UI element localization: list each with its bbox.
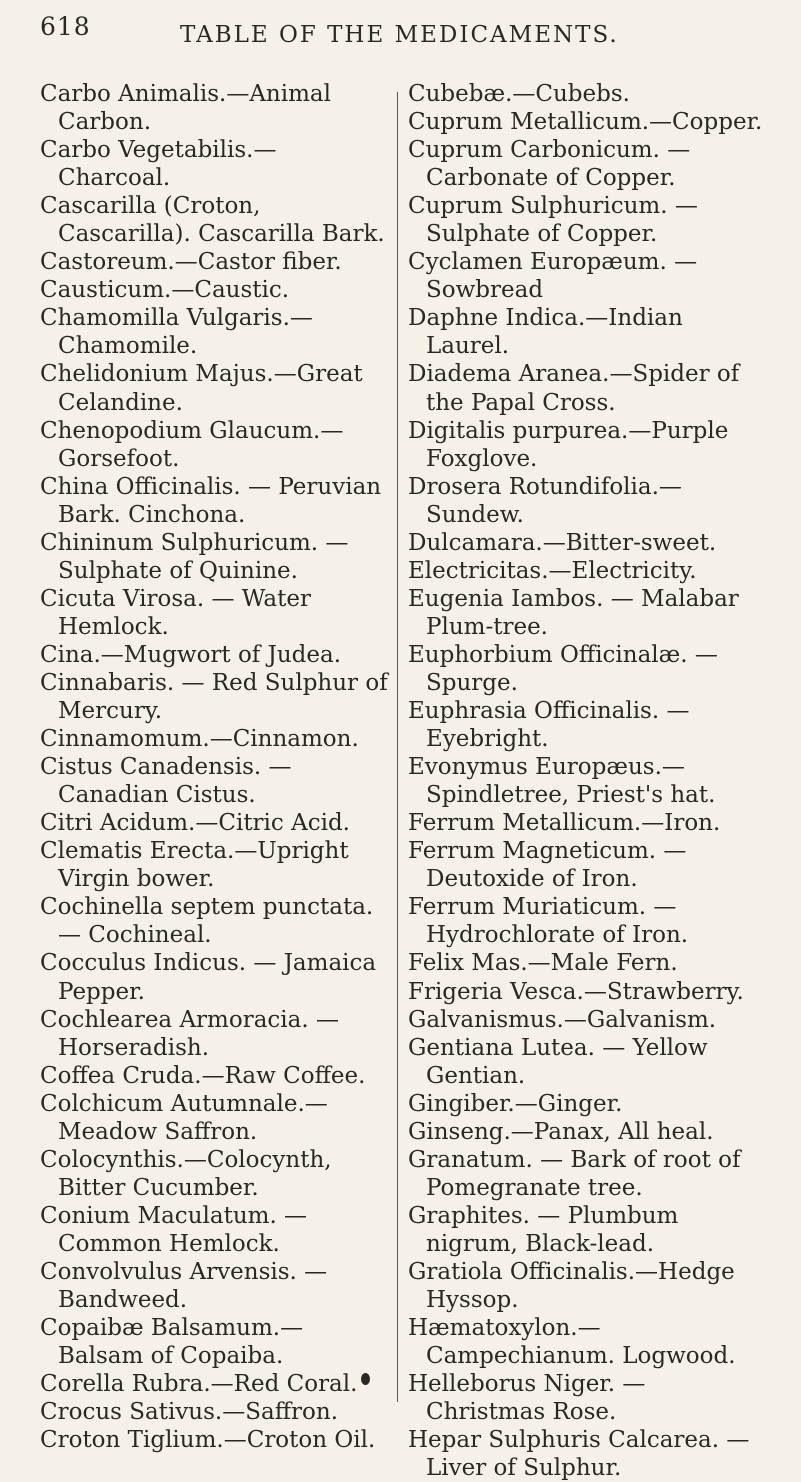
medicament-entry: Hæmatoxylon.—Campechianum. Logwood. <box>408 1315 736 1370</box>
medicament-entry: Helleborus Niger. — Christmas Rose. <box>408 1371 646 1426</box>
medicament-entry: Chininum Sulphuricum. — Sulphate of Quinine. <box>40 529 349 584</box>
medicament-entry: Dulcamara.—Bitter-sweet. <box>408 529 717 556</box>
medicament-entry: Cubebæ.—Cubebs. <box>408 81 630 107</box>
medicament-entry: Convolvulus Arvensis. — Bandweed. <box>40 1258 328 1314</box>
medicament-entry: Cinnamomum.—Cinnamon. <box>40 726 359 753</box>
medicament-entry: Chamomilla Vulgaris.—Chamomile. <box>40 305 313 360</box>
medicament-entry: Galvanismus.—Galvanism. <box>408 1006 717 1033</box>
column-divider <box>397 92 398 1402</box>
medicament-entry: Cuprum Metallicum.—Copper. <box>408 109 763 136</box>
medicament-entry: Corella Rubra.—Red Coral. <box>40 1371 358 1398</box>
medicament-entry: Daphne Indica.—Indian Laurel. <box>408 305 683 360</box>
medicament-entry: Cina.—Mugwort of Judea. <box>40 641 342 668</box>
medicament-entry: Cicuta Virosa. — Water Hemlock. <box>40 585 311 640</box>
medicament-entry: China Officinalis. — Peruvian Bark. Cinchona. <box>40 473 382 528</box>
medicament-entry: Coffea Cruda.—Raw Coffee. <box>40 1062 366 1089</box>
medicament-entry: Digitalis purpurea.—Purple Foxglove. <box>408 417 729 472</box>
medicament-entry: Causticum.—Caustic. <box>40 277 290 304</box>
medicament-entry: Frigeria Vesca.—Strawberry. <box>408 978 744 1005</box>
medicament-entry: Evonymus Europæus.— Spindletree, Priest's hat. <box>408 754 716 809</box>
medicament-entry: Cochinella septem punctata.— Cochineal. <box>40 894 374 949</box>
medicament-entry: Clematis Erecta.—Upright Virgin bower. <box>40 838 349 893</box>
medicament-entry: Cuprum Carbonicum. — Carbonate of Copper. <box>408 137 691 192</box>
medicament-entry: Colchicum Autumnale.—Meadow Saffron. <box>40 1090 328 1145</box>
medicament-entry: Cochlearea Armoracia. —Horseradish. <box>40 1006 339 1061</box>
medicament-entry: Hepar Sulphuris Calcarea. — Liver of Sulphur. <box>408 1427 750 1482</box>
medicament-entry: Chenopodium Glaucum.—Gorsefoot. <box>40 417 344 472</box>
medicament-entry: Diadema Aranea.—Spider of the Papal Cross. <box>408 361 740 416</box>
medicament-entry: Colocynthis.—Colocynth, Bitter Cucumber. <box>40 1146 332 1201</box>
medicament-entry: Cyclamen Europæum. — Sowbread <box>408 249 698 304</box>
ornament-dot <box>361 1373 370 1385</box>
medicament-entry: Copaibæ Balsamum.—Balsam of Copaiba. <box>40 1315 304 1370</box>
medicament-entry: Cocculus Indicus. — Jamaica Pepper. <box>40 950 377 1005</box>
medicament-entry: Ginseng.—Panax, All heal. <box>408 1118 714 1145</box>
page-number: 618 <box>40 12 91 41</box>
running-head: TABLE OF THE MEDICAMENTS. <box>180 22 619 48</box>
medicament-entry: Citri Acidum.—Citric Acid. <box>40 810 350 837</box>
medicament-entry: Crocus Sativus.—Saffron. <box>40 1399 339 1426</box>
left-column <box>40 80 388 1454</box>
medicament-entry: Euphrasia Officinalis. — Eyebright. <box>408 698 690 753</box>
medicament-entry: Drosera Rotundifolia.—Sundew. <box>408 473 682 528</box>
medicament-entry: Granatum. — Bark of root of Pomegranate tree. <box>408 1146 741 1201</box>
medicament-entry: Electricitas.—Electricity. <box>408 557 697 584</box>
medicament-entry: Cascarilla (Croton, Cascarilla). Cascarilla Bark. <box>40 193 385 248</box>
medicament-entry: Carbo Vegetabilis.—Charcoal. <box>40 137 277 192</box>
medicament-entry: Castoreum.—Castor fiber. <box>40 249 342 276</box>
medicament-entry: Euphorbium Officinalæ. — Spurge. <box>408 641 718 696</box>
medicament-entry: Cinnabaris. — Red Sulphur of Mercury. <box>40 669 388 725</box>
medicament-entry: Cuprum Sulphuricum. — Sulphate of Copper. <box>408 193 698 248</box>
medicament-entry: Chelidonium Majus.—Great Celandine. <box>40 361 363 416</box>
medicament-entry: Ferrum Metallicum.—Iron. <box>408 810 721 837</box>
medicament-entry: Eugenia Iambos. — Malabar Plum-tree. <box>408 585 739 640</box>
medicament-entry: Carbo Animalis.—Animal Carbon. <box>40 81 331 136</box>
medicament-entry: Gingiber.—Ginger. <box>408 1090 623 1117</box>
medicament-entry: Gratiola Officinalis.—Hedge Hyssop. <box>408 1258 735 1314</box>
medicament-entry: Ferrum Magneticum. — Deutoxide of Iron. <box>408 838 687 893</box>
right-column <box>408 80 770 1482</box>
medicament-entry: Conium Maculatum. — Common Hemlock. <box>40 1202 308 1257</box>
medicament-entry: Gentiana Lutea. — Yellow Gentian. <box>408 1034 708 1089</box>
medicament-entry: Croton Tiglium.—Croton Oil. <box>40 1427 376 1454</box>
medicament-entry: Graphites. — Plumbum nigrum, Black-lead. <box>408 1202 679 1257</box>
medicament-entry: Cistus Canadensis. — Canadian Cistus. <box>40 754 292 809</box>
medicament-entry: Ferrum Muriaticum. — Hydrochlorate of Iron. <box>408 894 689 949</box>
medicament-entry: Felix Mas.—Male Fern. <box>408 950 678 977</box>
